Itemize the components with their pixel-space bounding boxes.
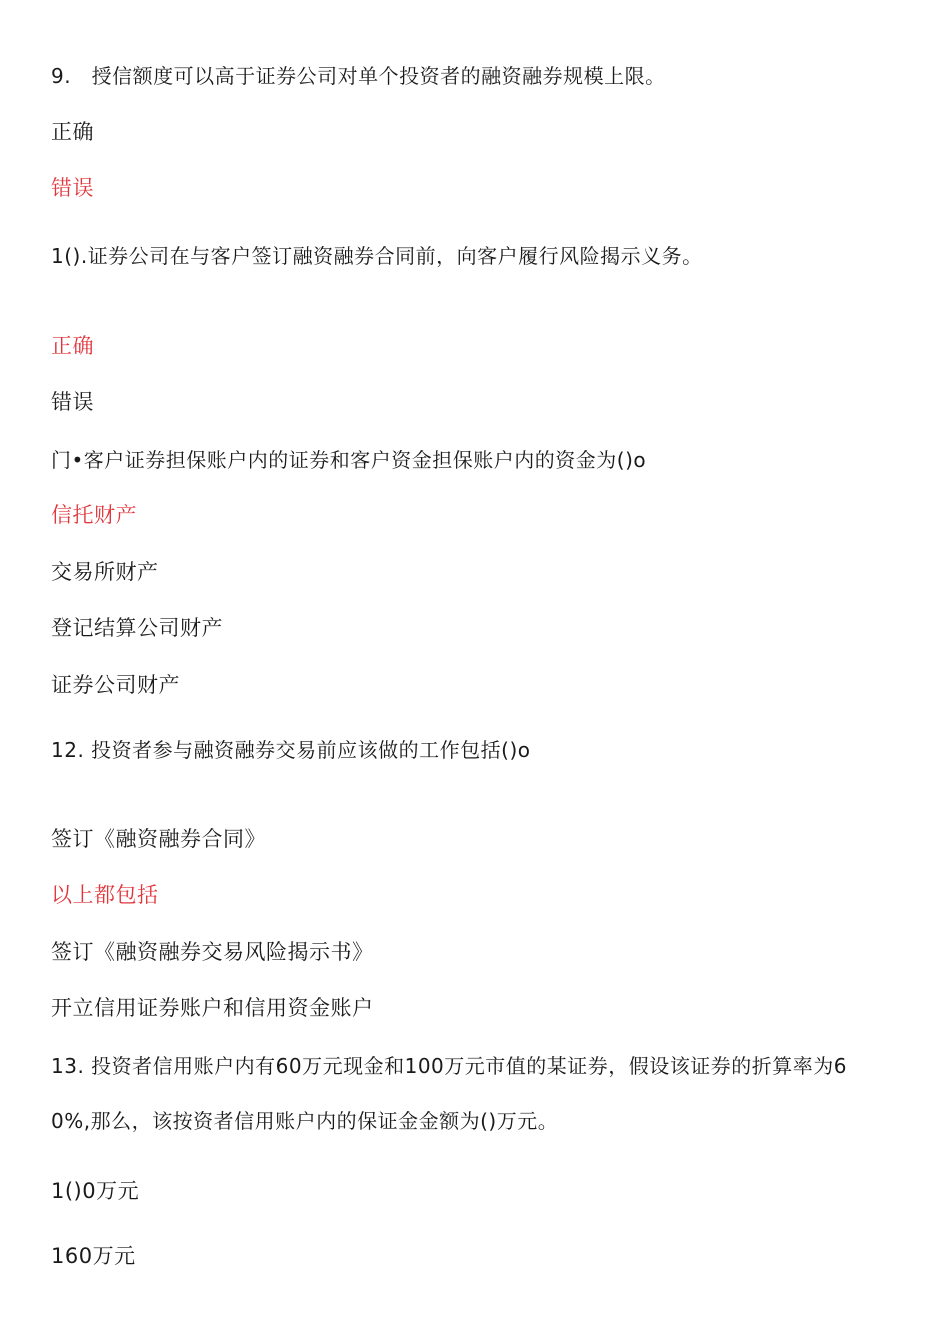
answer-trust-property: 信托财产 bbox=[51, 503, 137, 527]
option-open-accounts: 开立信用证券账户和信用资金账户 bbox=[51, 996, 374, 1020]
answer-wrong: 错误 bbox=[51, 176, 94, 200]
question-9: 9. 授信额度可以高于证券公司对单个投资者的融资融券规模上限。 bbox=[51, 64, 666, 88]
option-sign-contract: 签订《融资融券合同》 bbox=[51, 827, 266, 851]
option-160: 160万元 bbox=[51, 1244, 136, 1268]
option-clearing-property: 登记结算公司财产 bbox=[51, 616, 223, 640]
answer-all-above: 以上都包括 bbox=[51, 883, 159, 907]
question-13-line-2: 0%,那么，该按资者信用账户内的保证金金额为()万元。 bbox=[51, 1109, 559, 1133]
question-12: 12. 投资者参与融资融券交易前应该做的工作包括()o bbox=[51, 738, 531, 762]
option-wrong: 错误 bbox=[51, 390, 94, 414]
question-11: 门•客户证券担保账户内的证券和客户资金担保账户内的资金为()o bbox=[51, 448, 647, 472]
option-exchange-property: 交易所财产 bbox=[51, 560, 159, 584]
option-100: 1()0万元 bbox=[51, 1179, 140, 1203]
answer-correct: 正确 bbox=[51, 334, 94, 358]
question-13-line-1: 13. 投资者信用账户内有60万元现金和100万元市值的某证券，假设该证券的折算率为6 bbox=[51, 1054, 848, 1078]
option-sign-risk-disclosure: 签订《融资融券交易风险揭示书》 bbox=[51, 940, 374, 964]
question-10: 1().证券公司在与客户签订融资融券合同前，向客户履行风险揭示义务。 bbox=[51, 244, 703, 268]
option-correct: 正确 bbox=[51, 120, 94, 144]
option-broker-property: 证券公司财产 bbox=[51, 673, 180, 697]
